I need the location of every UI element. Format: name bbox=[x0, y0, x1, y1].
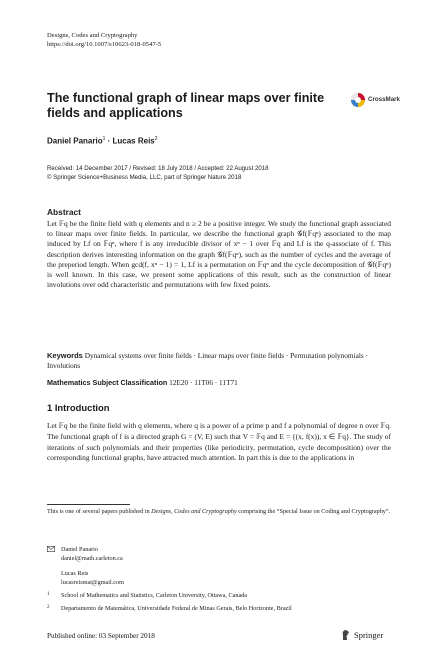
springer-label: Springer bbox=[354, 630, 384, 640]
contact-email[interactable]: lucasreismat@gmail.com bbox=[61, 579, 124, 586]
published-online: Published online: 03 September 2018 bbox=[47, 632, 155, 640]
journal-name: Designs, Codes and Cryptography bbox=[47, 32, 138, 39]
journal-header bbox=[47, 31, 161, 49]
affiliation-number: 2 bbox=[47, 605, 50, 610]
affiliation-text: School of Mathematics and Statistics, Carleton University, Ottawa, Canada bbox=[61, 592, 248, 599]
contact-name: Lucas Reis bbox=[61, 570, 89, 577]
crossmark-icon bbox=[350, 92, 366, 108]
affiliation-text: Departamento de Matemática, Universidade Federal de Minas Gerais, Belo Horizonte, Brazil bbox=[61, 605, 292, 612]
keywords-text: Dynamical systems over finite fields · Linear maps over finite fields · Permutation polynomials · Involutions bbox=[47, 351, 368, 371]
author-list bbox=[47, 136, 158, 146]
affiliation-number: 1 bbox=[47, 592, 50, 597]
footnote-journal: Designs, Codes and Cryptography bbox=[151, 508, 237, 515]
crossmark-label: CrossMark bbox=[368, 96, 400, 103]
publication-dates bbox=[47, 164, 397, 182]
keywords bbox=[47, 351, 391, 371]
footnote-divider bbox=[47, 504, 130, 505]
envelope-icon bbox=[47, 546, 55, 552]
contact-name: Daniel Panario bbox=[61, 546, 98, 553]
section-heading: 1 Introduction bbox=[47, 402, 110, 413]
received-dates: Received: 14 December 2017 / Revised: 18 July 2018 / Accepted: 22 August 2018 bbox=[47, 165, 269, 172]
footnote bbox=[47, 508, 391, 517]
crossmark-badge[interactable] bbox=[350, 92, 400, 110]
doi-link[interactable]: https://doi.org/10.1007/s10623-018-0547-5 bbox=[47, 41, 162, 48]
author-affiliation-mark: 1 bbox=[102, 136, 106, 142]
author-name: Lucas Reis bbox=[112, 136, 155, 146]
footnote-text: This is one of several papers published in bbox=[47, 508, 152, 515]
footnote-text-end: comprising the “Special Issue on Coding and Cryptography”. bbox=[236, 508, 391, 515]
springer-horse-icon bbox=[340, 629, 351, 641]
paper-title: The functional graph of linear maps over finite fields and applications bbox=[47, 91, 325, 120]
springer-logo bbox=[340, 629, 400, 643]
contact-email[interactable]: daniel@math.carleton.ca bbox=[61, 555, 123, 562]
author-name: Daniel Panario bbox=[47, 136, 103, 146]
msc-classification bbox=[47, 378, 238, 387]
msc-label: Mathematics Subject Classification bbox=[47, 378, 168, 387]
abstract-heading: Abstract bbox=[47, 207, 81, 217]
author-affiliation-mark: 2 bbox=[154, 136, 158, 142]
msc-codes: 12E20 · 11T06 · 11T71 bbox=[169, 378, 238, 387]
copyright-line: © Springer Science+Business Media, LLC, part of Springer Nature 2018 bbox=[47, 174, 242, 182]
introduction-text: Let 𝔽q be the finite field with q elements, where q is a power of a prime p and f a polynomial of degree n over 𝔽q. The functional graph of f is a directed graph G = (V, E) such that V = 𝔽q and E = {(x, f(x)), x ∈ 𝔽q}. The study of iterations of such polynomials and their properties (like periodicity, permutation, cycle decomposition) over the corresponding functional graphs, have attracted much attention. In part this is due to the applications in bbox=[47, 421, 391, 463]
keywords-label: Keywords bbox=[47, 351, 83, 360]
author-separator: · bbox=[107, 136, 111, 146]
abstract-text: Let 𝔽q be the finite field with q elements and n ≥ 2 be a positive integer. We study the functional graph associated to linear maps over finite fields. In particular, we describe the functional graph 𝒢f(𝔽qⁿ) associated to the map induced by Lf on 𝔽qⁿ, where f is any irreducible divisor of xⁿ − 1 over 𝔽q and Lf is the q-associate of f. This description derives interesting information on the graph 𝒢f(𝔽qⁿ), such as the number of cycles and the average of the preperiod length. When gcd(f, xⁿ − 1) = 1, Lf is a permutation on 𝔽qⁿ and the cycle decomposition of 𝒢f(𝔽qⁿ) is well known. In this case, we present some applications of this result, such as the construction of linear involutions over odd characteristic and permutations with few fixed points. bbox=[47, 219, 391, 290]
